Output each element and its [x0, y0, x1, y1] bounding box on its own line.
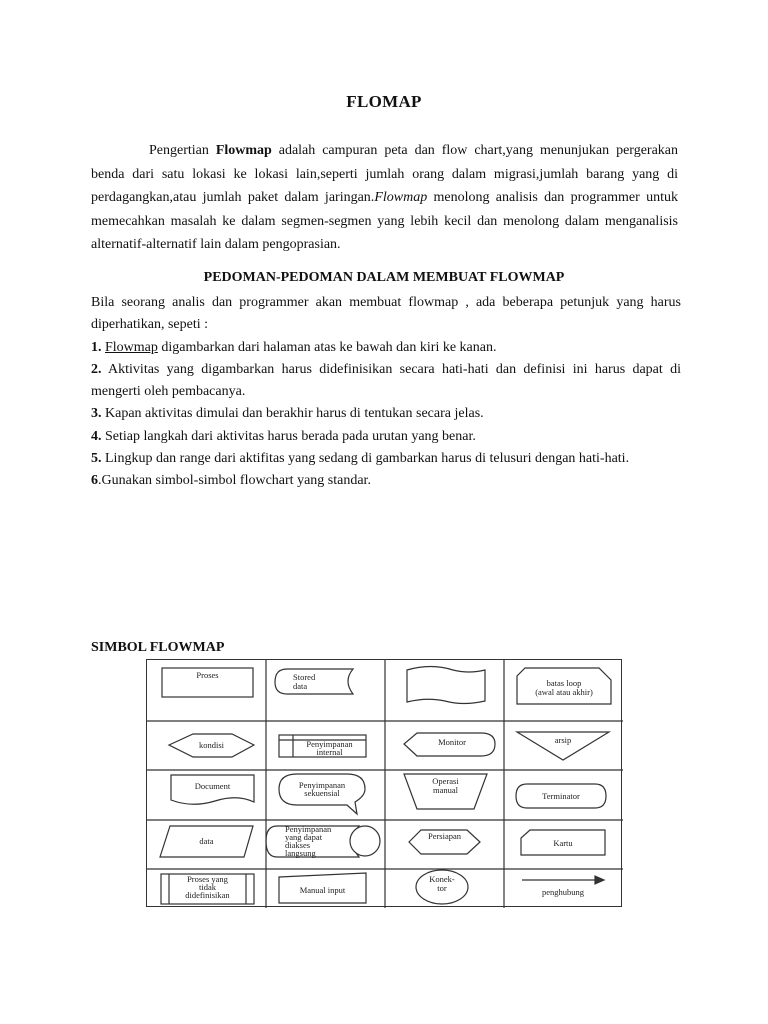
label-sekuensial-2: sekuensial: [304, 788, 340, 798]
label-tidak-2: tidak: [199, 882, 216, 892]
label-kartu: Kartu: [553, 838, 573, 848]
page-title: FLOMAP: [346, 92, 422, 111]
label-konektor-1: Konek-: [429, 874, 455, 884]
label-kondisi: kondisi: [198, 740, 225, 750]
label-terminator: Terminator: [542, 791, 580, 801]
label-langsung-2: yang dapat: [285, 832, 323, 842]
label-sekuensial-1: Penyimpanan: [298, 780, 346, 790]
symbol-table: [146, 659, 622, 907]
label-stored-1: Stored: [293, 672, 316, 682]
label-internal-1: Penyimpanan: [306, 739, 353, 749]
label-arsip: arsip: [554, 735, 572, 745]
label-langsung-1: Penyimpanan: [285, 824, 332, 834]
label-stored-2: data: [293, 681, 308, 691]
label-internal-2: internal: [316, 747, 343, 757]
underlined-term: Flowmap: [105, 339, 158, 355]
guideline-item: 3. Kapan aktivitas dimulai dan berakhir harus di tentukan secara jelas.: [91, 406, 484, 422]
label-manual-2: manual: [432, 785, 459, 795]
symbols-title: SIMBOL FLOWMAP: [91, 640, 225, 655]
section-heading: PEDOMAN-PEDOMAN DALAM MEMBUAT FLOWMAP: [203, 270, 565, 285]
guideline-item: 6.Gunakan simbol-simbol flowchart yang standar.: [91, 473, 371, 489]
label-tidak-1: Proses yang: [187, 874, 228, 884]
intro-bold-term: Flowmap: [215, 143, 272, 158]
intro-italic-term: Flowmap: [374, 190, 428, 205]
punched-tape-symbol: [407, 667, 485, 704]
label-manual-1: Operasi: [432, 776, 459, 786]
label-penghubung: penghubung: [541, 887, 585, 897]
intro-lead: Pengertian: [149, 143, 216, 158]
guideline-item: 4. Setiap langkah dari aktivitas harus berada pada urutan yang benar.: [91, 428, 476, 444]
guideline-item: 1. Flowmap digambarkan dari halaman atas ke bawah dan kiri ke kanan.: [91, 339, 497, 355]
intro-text-2: menolong analisis dan programmer untuk memecahkan masalah ke dalam segmen-segmen yang lebih kecil dan menolong dalam menganalisis alternatif-alternatif lain dalam pengoprasian.: [91, 190, 678, 252]
label-langsung-4: langsung: [285, 848, 316, 858]
label-data: data: [199, 836, 214, 846]
guideline-item: 2. Aktivitas yang digambarkan harus didefinisikan secara hati-hati dan definisi ini harus dapat di mengerti oleh pembacanya.: [91, 361, 681, 400]
label-batas-2: (awal atau akhir): [535, 687, 593, 697]
guideline-item: 5. Lingkup dan range dari aktifitas yang sedang di gambarkan harus di telusuri dengan hati-hati.: [91, 451, 630, 467]
label-document: Document: [194, 781, 231, 791]
label-manual-input: Manual input: [299, 885, 346, 895]
label-proses: Proses: [196, 670, 219, 680]
section-intro: Bila seorang analis dan programmer akan membuat flowmap , ada beberapa petunjuk yang harus diperhatikan, sepeti :: [91, 295, 681, 333]
label-monitor: Monitor: [438, 737, 466, 747]
label-langsung-3: diakses: [285, 840, 311, 850]
label-batas-1: batas loop: [546, 678, 582, 688]
guidelines-block: [91, 292, 681, 493]
intro-paragraph: [91, 139, 678, 257]
label-persiapan: Persiapan: [427, 831, 462, 841]
label-konektor-2: tor: [437, 883, 447, 893]
intro-text-1: adalah campuran peta dan flow chart,yang menunjukan pergerakan benda dari satu lokasi ke lokasi lain,seperti jumlah orang dalam migrasi,jumlah barang yang di perdagangkan,atau jumlah paket dalam jaringan.: [91, 143, 679, 205]
label-tidak-3: didefinisikan: [185, 890, 230, 900]
